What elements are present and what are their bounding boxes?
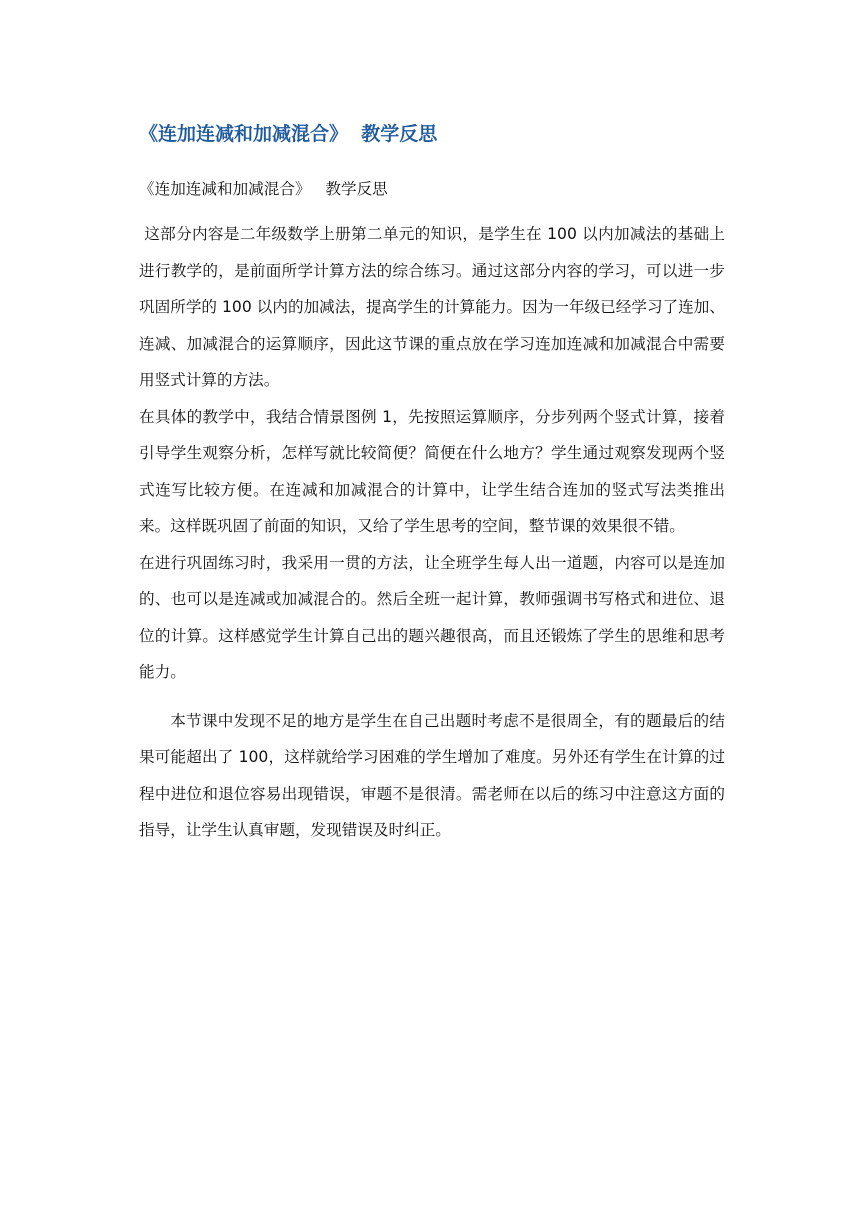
document-title: 《连加连减和加减混合》 教学反思	[139, 123, 438, 145]
paragraph-intro: 这部分内容是二年级数学上册第二单元的知识，是学生在 100 以内加减法的基础上进行教学的，是前面所学计算方法的综合练习。通过这部分内容的学习，可以进一步巩固所学的 100 以内的加减法，提高学生的计算能力。因为一年级已经学习了连加、连减、加减混合的运算顺序，因此这节课的重点放在学习连加连减和加减混合中需要用竖式计算的方法。	[139, 225, 725, 389]
paragraph-teaching-process: 在具体的教学中，我结合情景图例 1，先按照运算顺序，分步列两个竖式计算，接着引导学生观察分析，怎样写就比较简便？简便在什么地方？学生通过观察发现两个竖式连写比较方便。在连减和加减混合的计算中，让学生结合连加的竖式写法类推出来。这样既巩固了前面的知识，又给了学生思考的空间，整节课的效果很不错。	[139, 407, 725, 535]
paragraph-practice: 在进行巩固练习时，我采用一贯的方法，让全班学生每人出一道题，内容可以是连加的、也可以是连减或加减混合的。然后全班一起计算，教师强调书写格式和进位、退位的计算。这样感觉学生计算自己出的题兴趣很高，而且还锻炼了学生的思维和思考能力。	[139, 553, 725, 681]
document-body	[139, 176, 725, 849]
document-subtitle: 《连加连减和加减混合》 教学反思	[139, 180, 388, 198]
paragraph-shortcomings: 本节课中发现不足的地方是学生在自己出题时考虑不是很周全，有的题最后的结果可能超出了 100，这样就给学习困难的学生增加了难度。另外还有学生在计算的过程中进位和退位容易出现错误，审题不是很清。需老师在以后的练习中注意这方面的指导，让学生认真审题，发现错误及时纠正。	[139, 711, 725, 839]
